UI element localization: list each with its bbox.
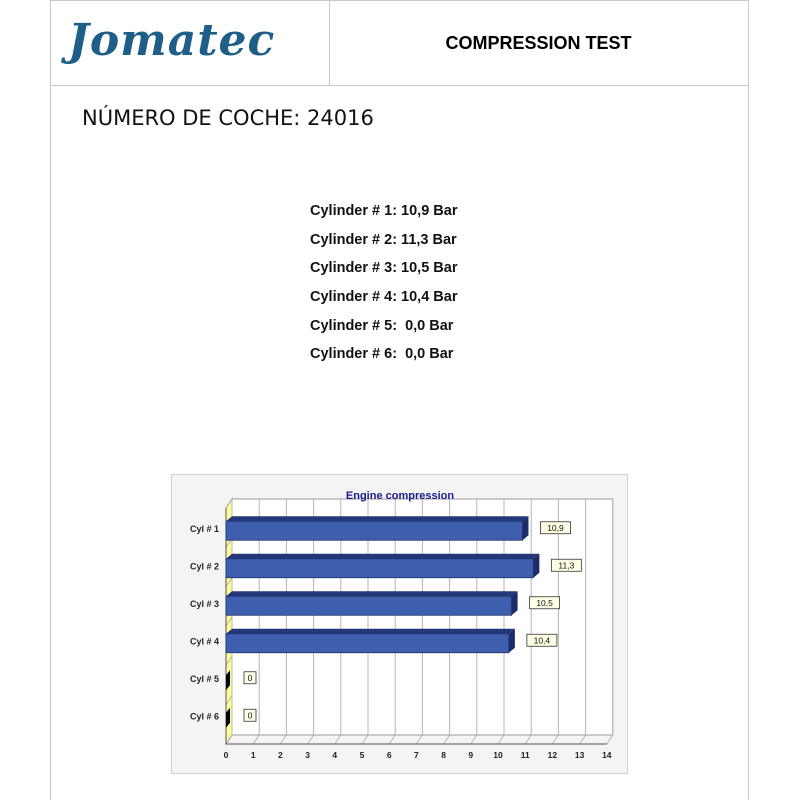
- grid-line: [498, 735, 504, 744]
- x-tick-label: 4: [332, 750, 338, 760]
- grid-line: [471, 735, 477, 744]
- y-tick-label: Cyl # 5: [189, 673, 219, 684]
- x-tick-label: 0: [223, 750, 229, 760]
- x-tick-label: 11: [520, 750, 530, 760]
- grid-line: [308, 735, 314, 744]
- car-number: NÚMERO DE COCHE: 24016: [82, 106, 374, 130]
- grid-line: [416, 735, 422, 744]
- y-tick-label: Cyl # 6: [189, 711, 219, 722]
- grid-line: [607, 735, 613, 744]
- grid-line: [253, 735, 259, 744]
- data-label: 10,4: [533, 635, 551, 646]
- bar-top: [226, 554, 539, 559]
- data-label: 0: [247, 710, 253, 721]
- grid-line: [335, 735, 341, 744]
- bar-top: [226, 516, 528, 521]
- y-tick-label: Cyl # 3: [189, 598, 219, 609]
- cylinder-reading: Cylinder # 2: 11,3 Bar: [310, 231, 457, 248]
- cylinder-reading: Cylinder # 5: 0,0 Bar: [310, 317, 454, 334]
- logo-cell: [51, 1, 330, 85]
- chart-canvas: [172, 475, 627, 773]
- brand-logo: Jomatec: [68, 15, 276, 66]
- cylinder-reading: Cylinder # 1: 10,9 Bar: [310, 203, 458, 219]
- cylinder-reading: Cylinder # 4: 10,4 Bar: [310, 289, 458, 306]
- grid-line: [444, 735, 450, 744]
- data-label: 10,5: [536, 597, 553, 608]
- x-tick-label: 13: [574, 750, 585, 760]
- x-tick-label: 5: [359, 750, 365, 760]
- x-tick-label: 7: [414, 750, 419, 760]
- cylinder-reading: Cylinder # 3: 10,5 Bar: [310, 260, 458, 277]
- data-label: 0: [247, 672, 253, 683]
- bar: [226, 521, 522, 540]
- bar-top: [226, 629, 515, 634]
- x-tick-label: 12: [547, 750, 558, 760]
- report-title: COMPRESSION TEST: [445, 32, 632, 53]
- cylinder-readings: [310, 201, 458, 373]
- cylinder-reading: Cylinder # 6: 0,0 Bar: [310, 346, 454, 363]
- grid-line: [362, 735, 368, 744]
- data-label: 10,9: [547, 522, 564, 533]
- y-tick-label: Cyl # 2: [189, 561, 219, 572]
- x-tick-label: 14: [602, 750, 612, 760]
- data-label: 11,3: [558, 560, 575, 571]
- grid-line: [280, 735, 286, 744]
- grid-line: [580, 735, 586, 744]
- x-tick-label: 8: [441, 750, 446, 760]
- x-tick-label: 9: [468, 750, 474, 760]
- engine-compression-chart: [171, 474, 628, 774]
- grid-line: [552, 735, 558, 744]
- chart-title: Engine compression: [345, 490, 455, 502]
- bar: [226, 596, 512, 615]
- x-tick-label: 3: [305, 750, 310, 760]
- x-tick-label: 10: [493, 750, 503, 760]
- grid-line: [389, 735, 395, 744]
- bar: [226, 559, 533, 578]
- y-tick-label: Cyl # 1: [189, 523, 219, 534]
- bar-top: [226, 591, 518, 596]
- grid-line: [525, 735, 531, 744]
- x-tick-label: 1: [250, 750, 256, 760]
- report-header: [51, 1, 748, 86]
- bar: [226, 634, 509, 653]
- x-tick-label: 2: [278, 750, 283, 760]
- x-tick-label: 6: [386, 750, 392, 760]
- y-tick-label: Cyl # 4: [189, 636, 219, 647]
